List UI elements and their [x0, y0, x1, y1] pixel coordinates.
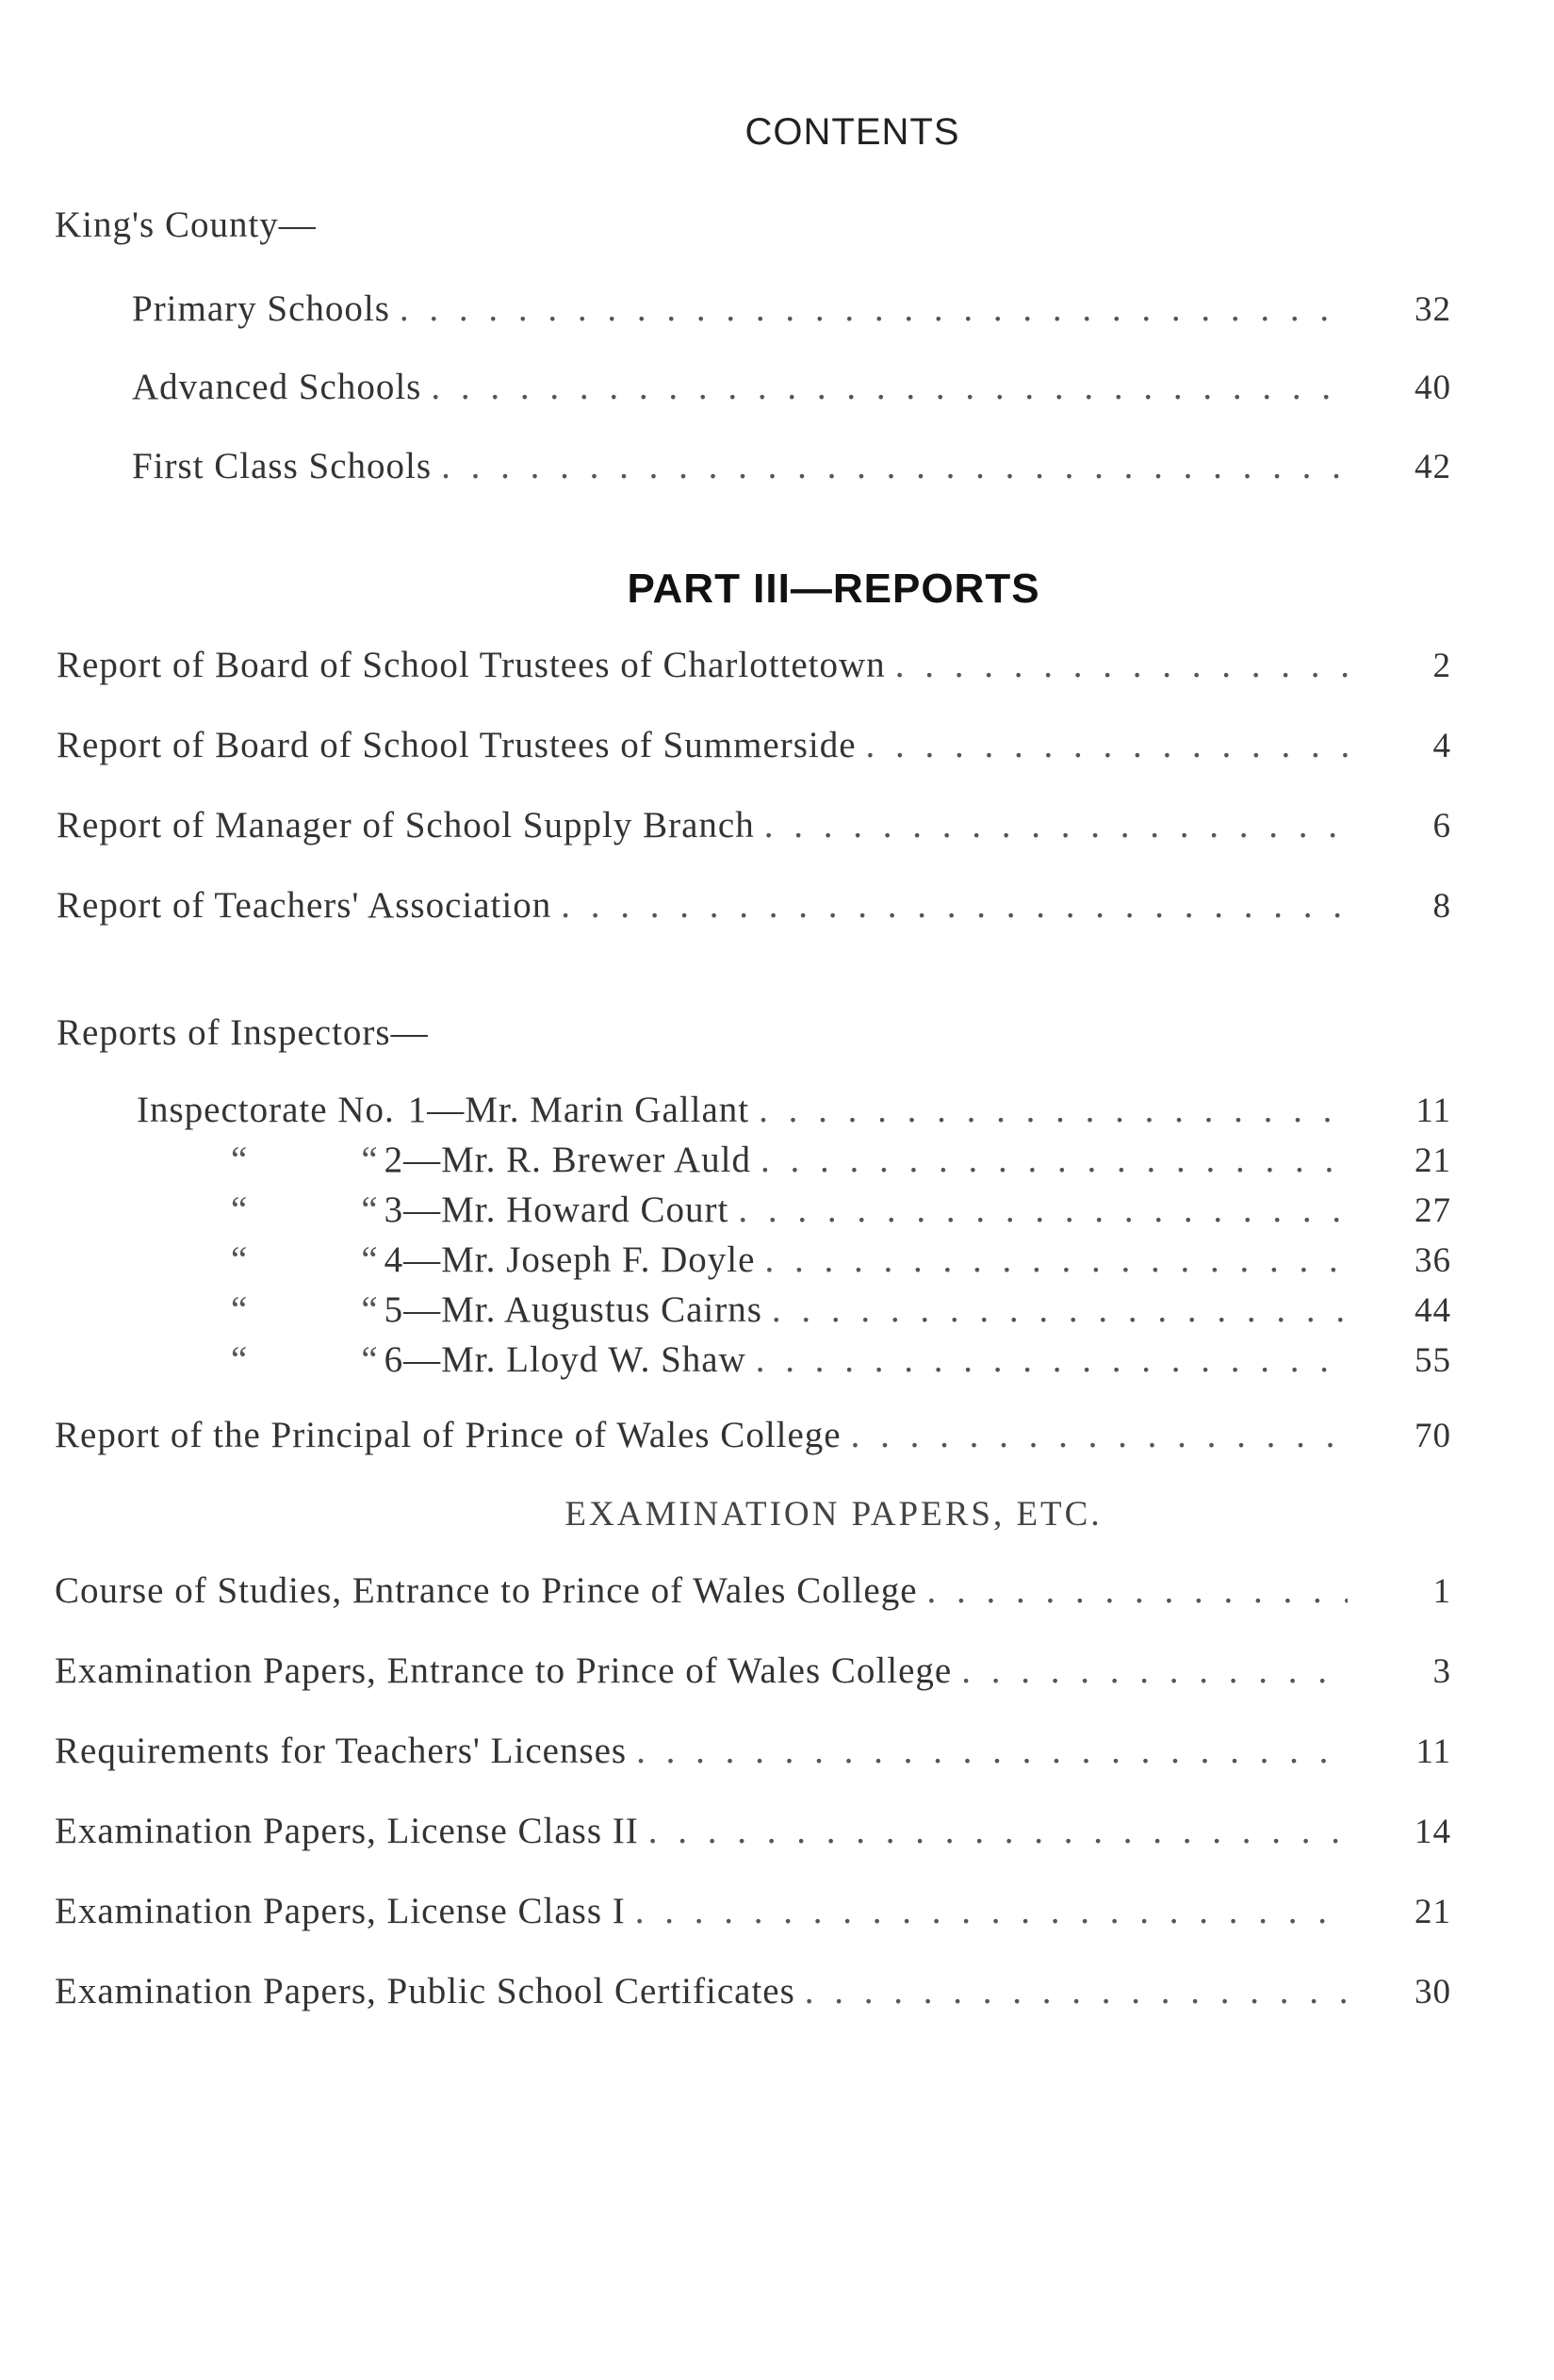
entry-label: 1—Mr. Marin Gallant: [407, 1090, 750, 1130]
page-number: 70: [1415, 1417, 1451, 1455]
dot-leader: [738, 1189, 1348, 1231]
toc-entry-inspectorate-1[interactable]: [137, 1089, 1451, 1131]
inspectorate-prefix: Inspectorate No.: [137, 1090, 395, 1130]
entry-label: Examination Papers, License Class I: [55, 1891, 626, 1931]
dot-leader: [761, 1139, 1348, 1181]
page-number: 11: [1415, 1732, 1451, 1771]
ditto-mark: “: [231, 1190, 249, 1230]
dot-leader: [441, 445, 1348, 487]
ditto-mark: “: [361, 1140, 379, 1180]
toc-entry-advanced-schools[interactable]: [132, 366, 1451, 408]
dot-leader: [636, 1730, 1348, 1772]
page-number: 42: [1415, 448, 1451, 486]
entry-label: Advanced Schools: [132, 367, 422, 407]
page-number: 6: [1432, 807, 1451, 845]
dot-leader: [927, 1569, 1348, 1612]
ditto-mark: “: [231, 1140, 249, 1180]
dot-leader: [772, 1288, 1348, 1331]
page-number: 21: [1415, 1893, 1451, 1931]
ditto-mark: “: [231, 1339, 249, 1380]
page-number: 32: [1415, 290, 1451, 329]
toc-entry-license-class-i[interactable]: [55, 1890, 1451, 1932]
entry-label: Examination Papers, Entrance to Prince of Wales College: [55, 1650, 953, 1691]
dot-leader: [759, 1089, 1348, 1131]
toc-entry-license-class-ii[interactable]: [55, 1810, 1451, 1852]
toc-entry-inspectorate-3[interactable]: [137, 1189, 1451, 1231]
dot-leader: [866, 724, 1348, 766]
dot-leader: [431, 366, 1348, 408]
page-number: 3: [1432, 1652, 1451, 1691]
toc-entry-report-school-supply[interactable]: [57, 804, 1451, 846]
entry-label: Report of Board of School Trustees of Charlottetown: [57, 645, 886, 685]
entry-label: Report of Teachers' Association: [57, 885, 552, 926]
contents-title: CONTENTS: [744, 111, 960, 153]
kings-county-label: King's County—: [55, 205, 317, 245]
toc-entry-inspectorate-6[interactable]: [137, 1338, 1451, 1381]
ditto-mark: “: [361, 1239, 379, 1280]
dot-leader: [648, 1810, 1348, 1852]
dot-leader: [851, 1414, 1348, 1456]
page-number: 11: [1415, 1092, 1451, 1130]
dot-leader: [764, 804, 1348, 846]
entry-label: 3—Mr. Howard Court: [384, 1190, 729, 1230]
page-number: 36: [1415, 1241, 1451, 1280]
entry-label: 5—Mr. Augustus Cairns: [384, 1289, 762, 1330]
toc-entry-public-school-certificates[interactable]: [55, 1970, 1451, 2012]
dot-leader: [895, 644, 1348, 686]
page-number: 40: [1415, 369, 1451, 407]
entry-label: Examination Papers, License Class II: [55, 1811, 639, 1851]
page-number: 55: [1415, 1341, 1451, 1380]
toc-entry-inspectorate-5[interactable]: [137, 1288, 1451, 1331]
ditto-mark: “: [361, 1190, 379, 1230]
dot-leader: [961, 1650, 1348, 1692]
toc-entry-first-class-schools[interactable]: [132, 445, 1451, 487]
dot-leader: [764, 1239, 1348, 1281]
toc-entry-inspectorate-4[interactable]: [137, 1239, 1451, 1281]
exam-papers-title: EXAMINATION PAPERS, ETC.: [564, 1495, 1103, 1534]
toc-entry-inspectorate-2[interactable]: [137, 1139, 1451, 1181]
page-number: 14: [1415, 1813, 1451, 1851]
ditto-mark: “: [231, 1289, 249, 1330]
entry-label: Report of Board of School Trustees of Summerside: [57, 725, 857, 765]
part-title: PART III—REPORTS: [627, 566, 1040, 612]
page-number: 27: [1415, 1191, 1451, 1230]
toc-entry-report-charlottetown[interactable]: [57, 644, 1451, 686]
entry-label: Report of the Principal of Prince of Wales College: [55, 1415, 842, 1455]
toc-entry-report-summerside[interactable]: [57, 724, 1451, 766]
toc-entry-course-of-studies[interactable]: [55, 1569, 1451, 1612]
ditto-mark: “: [231, 1239, 249, 1280]
dot-leader: [561, 884, 1348, 927]
entry-label: Primary Schools: [132, 288, 390, 329]
page-number: 8: [1432, 887, 1451, 926]
page-number: 2: [1432, 647, 1451, 685]
page-number: 21: [1415, 1141, 1451, 1180]
entry-label: Report of Manager of School Supply Branch: [57, 805, 755, 845]
dot-leader: [756, 1338, 1348, 1381]
entry-label: Requirements for Teachers' Licenses: [55, 1731, 628, 1771]
entry-label: Examination Papers, Public School Certificates: [55, 1971, 795, 2011]
toc-entry-report-teachers-association[interactable]: [57, 884, 1451, 927]
page-number: 44: [1415, 1291, 1451, 1330]
toc-entry-primary-schools[interactable]: [132, 287, 1451, 330]
page-number: 30: [1415, 1973, 1451, 2011]
dot-leader: [400, 287, 1348, 330]
entry-label: 6—Mr. Lloyd W. Shaw: [384, 1339, 746, 1380]
toc-entry-exam-entrance[interactable]: [55, 1650, 1451, 1692]
toc-entry-principal-report[interactable]: [55, 1414, 1451, 1456]
entry-label: First Class Schools: [132, 446, 433, 486]
dot-leader: [805, 1970, 1348, 2012]
toc-entry-teacher-license-requirements[interactable]: [55, 1730, 1451, 1772]
ditto-mark: “: [361, 1289, 379, 1330]
entry-label: 2—Mr. R. Brewer Auld: [384, 1140, 752, 1180]
entry-label: Course of Studies, Entrance to Prince of Wales College: [55, 1570, 918, 1611]
page-number: 4: [1432, 727, 1451, 765]
inspectors-label: Reports of Inspectors—: [57, 1012, 429, 1053]
entry-label: 4—Mr. Joseph F. Doyle: [384, 1239, 756, 1280]
page-number: 1: [1432, 1572, 1451, 1611]
ditto-mark: “: [361, 1339, 379, 1380]
dot-leader: [635, 1890, 1348, 1932]
